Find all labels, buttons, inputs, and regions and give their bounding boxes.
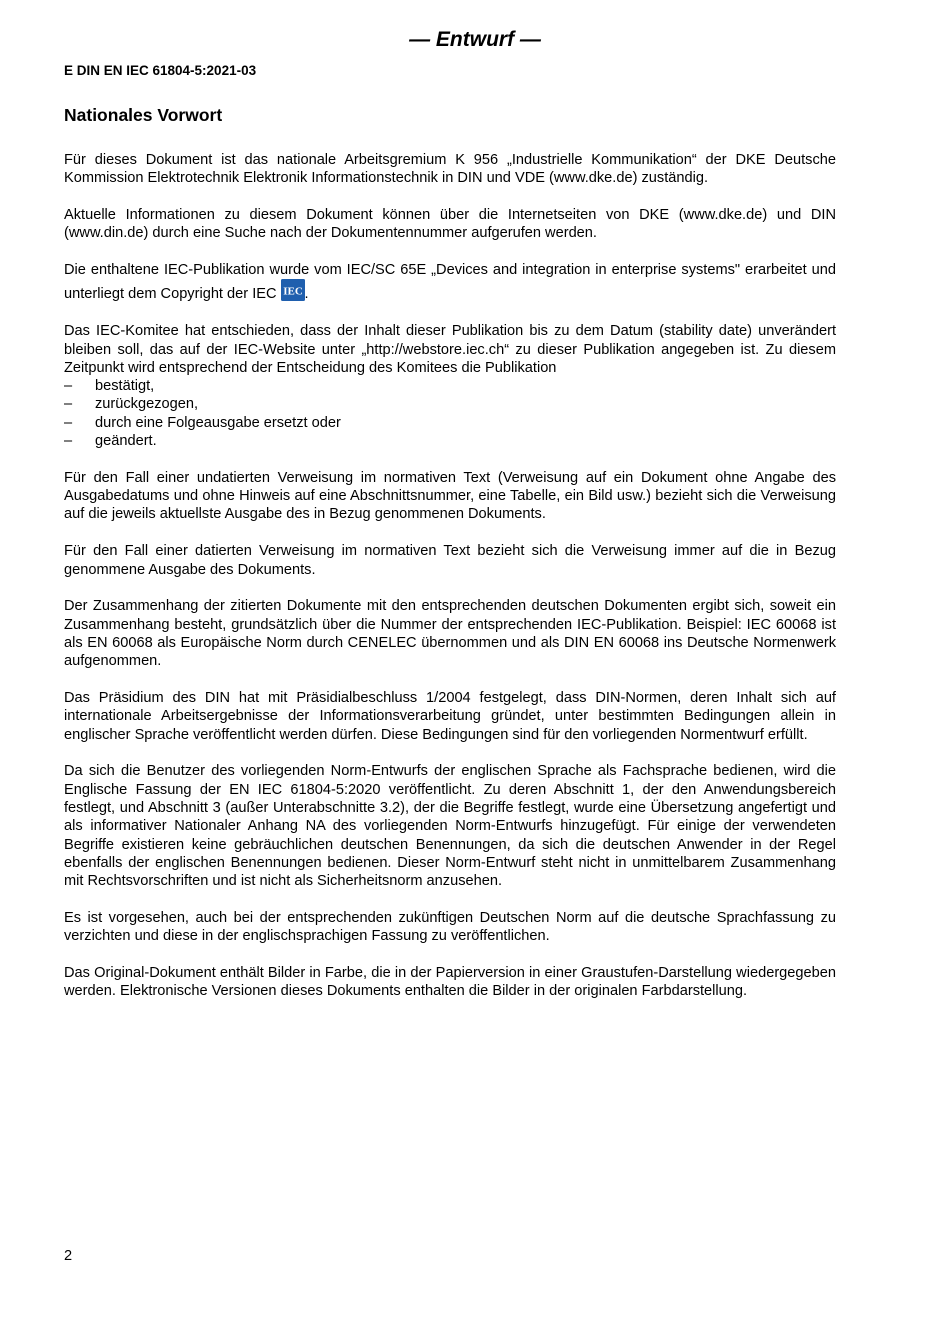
document-body: [64, 103, 836, 1019]
paragraph-dated-reference: Für den Fall einer datierten Verweisung im normativen Text bezieht sich die Verweisung immer auf die in Bezug genommene Ausgabe des Dokuments.: [64, 543, 836, 578]
document-id: E DIN EN IEC 61804-5:2021-03: [64, 63, 257, 78]
list-bullet: –: [64, 396, 73, 413]
paragraph-iec-publication-end: .: [304, 286, 309, 303]
paragraph-current-information: Aktuelle Informationen zu diesem Dokument können über die Internetseiten von DKE (www.dke.de) und DIN (www.din.de) durch eine Suche nach der Dokumentennummer aufgerufen werden.: [64, 207, 836, 242]
list-item-text: durch eine Folgeausgabe ersetzt oder: [95, 414, 341, 431]
list-bullet: –: [64, 433, 73, 450]
paragraph-stability-date: Das IEC-Komitee hat entschieden, dass der Inhalt dieser Publikation bis zu dem Datum (stability date) unverändert bleiben soll, das auf der IEC-Website unter „http://webstore.iec.ch“ zu dieser Publikation angegeben ist. Zu diesem Zeitpunkt wird entsprechend der Entscheidung des Komitees die Publikation: [64, 323, 836, 376]
paragraph-future-standard: Es ist vorgesehen, auch bei der entsprechenden zukünftigen Deutschen Norm auf die deutsche Sprachfassung zu verzichten und diese in der englischsprachigen Fassung zu veröffentlichen.: [64, 910, 836, 945]
page-number: 2: [64, 1248, 73, 1264]
list-item: [64, 432, 836, 450]
list-bullet: –: [64, 414, 73, 431]
draft-label: — Entwurf —: [409, 28, 541, 51]
paragraph-responsible-committee: Für dieses Dokument ist das nationale Arbeitsgremium K 956 „Industrielle Kommunikation“ der DKE Deutsche Kommission Elektrotechnik Elektronik Informationstechnik in DIN und VDE (www.dke.de) zuständig.: [64, 152, 836, 187]
paragraph-iec-publication-text: Die enthaltene IEC-Publikation wurde vom IEC/SC 65E „Devices and integration in enterprise systems" erarbeitet und unterliegt dem Copyright der IEC: [64, 262, 836, 303]
list-item-text: geändert.: [95, 433, 157, 450]
paragraph-color-figures: Das Original-Dokument enthält Bilder in Farbe, die in der Papierversion in einer Graustufen-Darstellung wiedergegeben werden. Elektronische Versionen dieses Dokuments enthalten die Bilder in der originalen Farbdarstellung.: [64, 965, 836, 1000]
paragraph-cited-documents: Der Zusammenhang der zitierten Dokumente mit den entsprechenden deutschen Dokumenten ergibt sich, soweit ein Zusammenhang besteht, grundsätzlich über die Nummer der entsprechenden IEC-Publikation. Beispiel: IEC 60068 ist als EN 60068 als Europäische Norm durch CENELEC übernommen und als DIN EN 60068 ins Deutsche Normenwerk aufgenommen.: [64, 598, 836, 670]
paragraph-undated-reference: Für den Fall einer undatierten Verweisung im normativen Text (Verweisung auf ein Dokument ohne Angabe des Ausgabedatums und ohne Hinweis auf eine Abschnittsnummer, eine Tabelle, ein Bild usw.) bezieht sich die Verweisung auf die jeweils aktuellste Ausgabe des in Bezug genommenen Dokuments.: [64, 469, 836, 523]
list-item: [64, 395, 836, 413]
list-item: [64, 377, 836, 395]
paragraph-din-presidium: Das Präsidium des DIN hat mit Präsidialbeschluss 1/2004 festgelegt, dass DIN-Normen, deren Inhalt sich auf internationale Arbeitsergebnisse der Informationsverarbeitung gründet, unter bestimmten Bedingungen allein in englischer Sprache veröffentlicht werden dürfen. Diese Bedingungen sind für den vorliegenden Normentwurf erfüllt.: [64, 690, 836, 743]
list-item: [64, 414, 836, 432]
iec-logo-text: IEC: [282, 285, 303, 298]
section-title: Nationales Vorwort: [64, 105, 223, 125]
list-bullet: –: [64, 378, 73, 395]
list-item-text: zurückgezogen,: [95, 396, 199, 413]
paragraph-english-version: Da sich die Benutzer des vorliegenden Norm-Entwurfs der englischen Sprache als Fachsprache bedienen, wird die Englische Fassung der EN IEC 61804-5:2020 veröffentlicht. Zu deren Abschnitt 1, der den Anwendungsbereich festlegt, und Abschnitt 3 (außer Unterabschnitte 3.2), der die Begriffe festlegt, wurde eine Übersetzung angefertigt und als informativer Nationaler Anhang NA des vorliegenden Norm-Entwurfs hinzugefügt. Für einige der verwendeten Begriffe existieren keine gebräuchlichen deutschen Benennungen, da sich die deutschen Anwender in der Regel ebenfalls der englischen Benennungen bedienen. Dieser Norm-Entwurf steht nicht in unmittelbarem Zusammenhang mit Rechtsvorschriften und ist nicht als Sicherheitsnorm anzusehen.: [64, 763, 836, 890]
paragraph-iec-publication: [64, 261, 836, 304]
iec-logo-icon: [281, 279, 305, 301]
list-item-text: bestätigt,: [95, 378, 155, 395]
decision-list: [64, 377, 836, 450]
